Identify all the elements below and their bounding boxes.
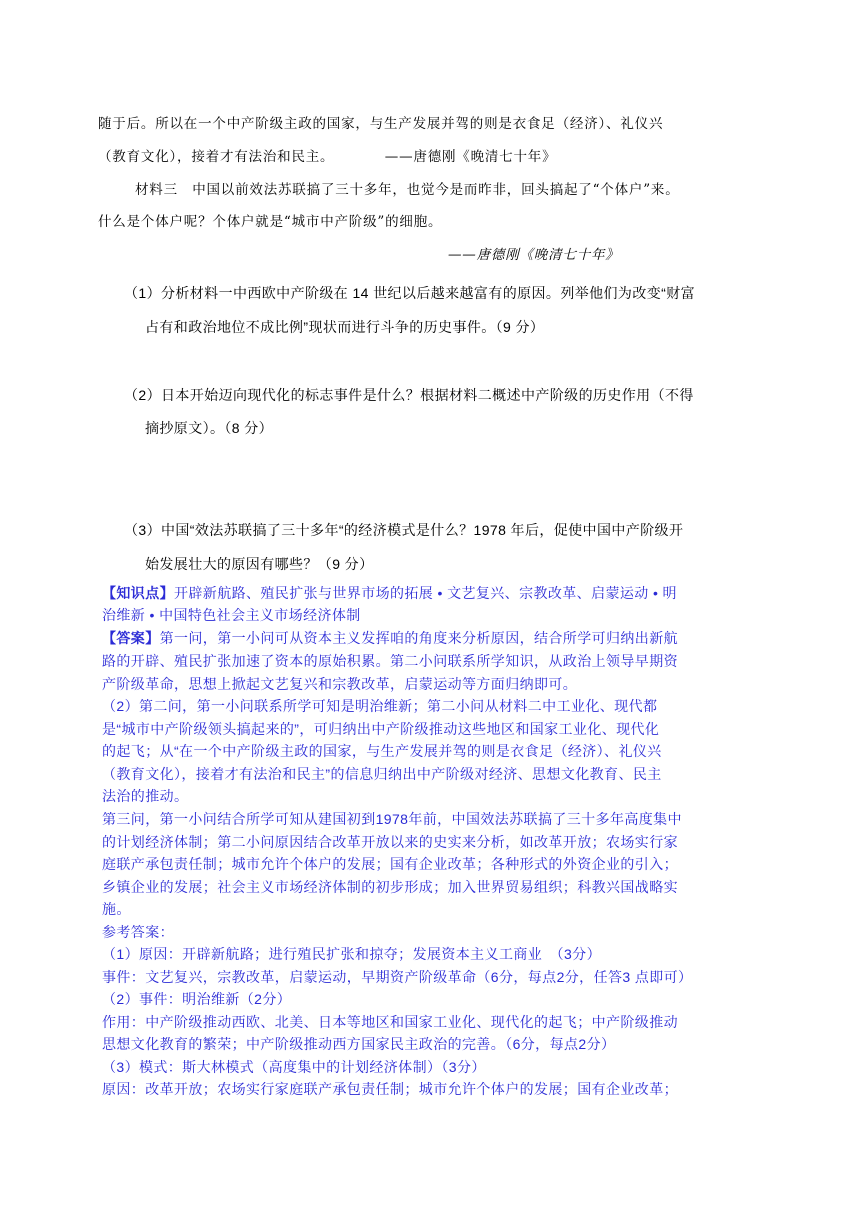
question1-line2: 占有和政治地位不成比例”现状而进行斗争的历史事件。（9 分） [145,319,545,335]
reference-line1: （1）原因：开辟新航路；进行殖民扩张和掠夺；发展资本主义工商业 （3分） [102,946,601,962]
answer-line8: 法治的推动。 [102,788,189,804]
knowledge-point-tag: 【知识点】 [102,585,174,601]
reference-title: 参考答案： [102,924,174,940]
material2-line1: 随于后。所以在一个中产阶级主政的国家，与生产发展并驾的则是衣食足（经济）、礼仪兴 [98,116,664,132]
answer-line10: 的计划经济体制；第二小问原因结合改革开放以来的史实来分析，如改革开放；农场实行家 [102,834,678,850]
answer-line1: 【答案】第一问，第一小问可从资本主义发挥咱的角度来分析原因，结合所学可归纳出新航 [102,630,679,646]
answer-line7: （教育文化），接着才有法治和民主”的信息归纳出中产阶级对经济、思想文化教育、民主 [102,766,662,782]
answer-line9: 第三问，第一小问结合所学可知从建国初到1978年前，中国效法苏联搞了三十多年高度集中 [102,811,682,827]
answer-line3: 产阶级革命，思想上掀起文艺复兴和宗教改革，启蒙运动等方面归纳即可。 [102,676,578,692]
reference-line2: 事件：文艺复兴，宗教改革，启蒙运动，早期资产阶级革命（6分，每点2分，任答3 点即可） [102,969,693,985]
answer-line6: 的起飞；从“在一个中产阶级主政的国家，与生产发展并驾的则是衣食足（经济）、礼仪兴 [102,743,662,759]
answer-line5: 是“城市中产阶级领头搞起来的”，可归纳出中产阶级推动这些地区和国家工业化、现代化 [102,721,660,737]
material3-line1: 材料三 中国以前效法苏联搞了三十多年，也觉今是而昨非，回头搞起了“个体户”来。 [135,182,680,198]
reference-line7: 原因：改革开放；农场实行家庭联产承包责任制；城市允许个体户的发展；国有企业改革； [102,1081,678,1097]
answer-line11: 庭联产承包责任制；城市允许个体户的发展；国有企业改革；各种形式的外资企业的引入； [102,856,678,872]
knowledge-point-line1: 【知识点】开辟新航路、殖民扩张与世界市场的拓展 • 文艺复兴、宗教改革、启蒙运动 • 明 [102,585,677,601]
reference-line6: （3）模式：斯大林模式（高度集中的计划经济体制）（3分） [102,1059,486,1075]
answer-line13: 施。 [102,901,131,917]
reference-line5: 思想文化教育的繁荣；中产阶级推动西方国家民主政治的完善。（6分，每点2分） [102,1036,616,1052]
material3-line2: 什么是个体户呢？个体户就是“城市中产阶级”的细胞。 [98,214,443,230]
reference-line4: 作用：中产阶级推动西欧、北美、日本等地区和国家工业化、现代化的起飞；中产阶级推动 [102,1014,678,1030]
reference-line3: （2）事件：明治维新（2分） [102,991,292,1007]
material2-line2: （教育文化），接着才有法治和民主。 ——唐德刚《晚清七十年》 [98,149,557,165]
question2-line1: （2）日本开始迈向现代化的标志事件是什么？根据材料二概述中产阶级的历史作用（不得 [124,387,694,403]
knowledge-point-line2: 治维新 • 中国特色社会主义市场经济体制 [102,607,361,623]
answer-tag: 【答案】 [102,630,160,646]
question3-line2: 始发展壮大的原因有哪些？（9 分） [145,556,374,572]
question3-line1: （3）中国“效法苏联搞了三十多年“的经济模式是什么？1978 年后，促使中国中产阶级开 [124,522,684,538]
material3-source: ——唐德刚《晚清七十年》 [448,247,620,263]
question1-line1: （1）分析材料一中西欧中产阶级在 14 世纪以后越来越富有的原因。列举他们为改变“财富 [124,285,695,301]
answer-line4: （2）第二问，第一小问联系所学可知是明治维新；第二小问从材料二中工业化、现代都 [102,698,658,714]
question2-line2: 摘抄原文）。（8 分） [145,420,274,436]
answer-line12: 乡镇企业的发展；社会主义市场经济体制的初步形成；加入世界贸易组织；科教兴国战略实 [102,879,678,895]
answer-line2: 路的开辟、殖民扩张加速了资本的原始积累。第二小问联系所学知识，从政治上领导早期资 [102,653,678,669]
